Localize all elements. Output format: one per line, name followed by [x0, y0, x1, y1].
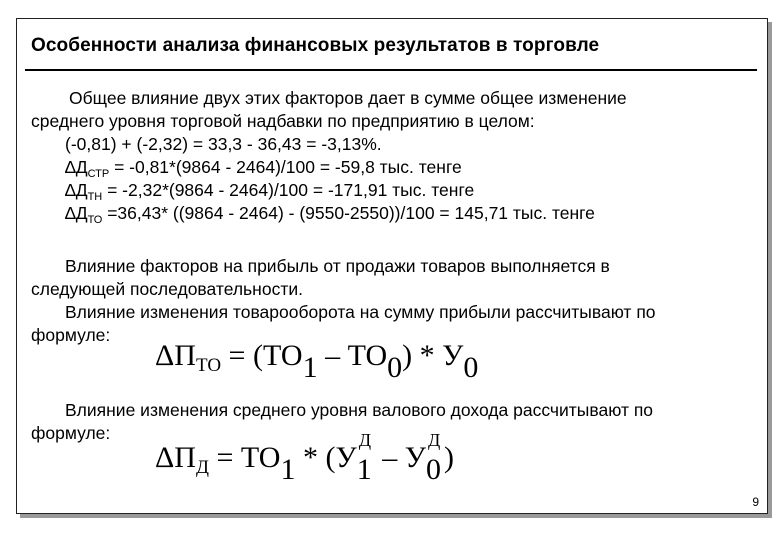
stacked-index-b [425, 430, 444, 486]
formula-term: = (ТО [221, 339, 303, 372]
formula-lhs: ΔП [155, 441, 196, 474]
formula-term: ) [443, 441, 454, 474]
formula-subscript: 0 [387, 351, 403, 384]
paragraph-3-line-1: Влияние изменения среднего уровня валового дохода рассчитывают по [65, 400, 654, 420]
page-number: 9 [752, 495, 759, 509]
calc-line-str [65, 156, 462, 178]
formula-subscript: 1 [302, 351, 318, 384]
subscript-to: ТО [87, 214, 103, 226]
paragraph-2-line-4: формуле: [31, 325, 111, 345]
formula-term: – У [374, 441, 426, 474]
formula-lhs-subscript: Д [195, 457, 209, 478]
paragraph-1-line-1: Общее влияние двух этих факторов дает в сумме общее изменение [69, 88, 627, 108]
formula-profit-turnover [155, 339, 479, 384]
formula-subscript: 0 [463, 351, 479, 384]
formula-lhs: ΔП [155, 339, 196, 372]
formula-profit-gross-income [155, 430, 454, 486]
paragraph-2-line-3: Влияние изменения товарооборота на сумму прибыли рассчитывают по [65, 302, 656, 322]
subscript-str: СТР [87, 168, 110, 180]
formula-superscript: Д [427, 430, 441, 450]
paragraph-2-line-1: Влияние факторов на прибыль от продажи товаров выполняется в [65, 256, 610, 276]
formula-subscript: 0 [425, 453, 441, 486]
calc-str-expression: = -0,81*(9864 - 2464)/100 = -59,8 тыс. тенге [109, 157, 462, 177]
calc-to-expression: =36,43* ((9864 - 2464) - (9550-2550))/100 = 145,71 тыс. тенге [102, 203, 595, 223]
formula-subscript: 1 [280, 453, 296, 486]
formula-lhs-subscript: ТО [195, 355, 222, 376]
formula-term: – ТО [317, 339, 388, 372]
stacked-index-a [356, 430, 375, 486]
paragraph-2-line-2: следующей последовательности. [31, 279, 303, 299]
formula-superscript: Д [358, 430, 371, 450]
subscript-tn: ТН [87, 191, 103, 203]
formula-term: * (У [295, 441, 357, 474]
title-divider [25, 69, 757, 71]
calc-line-tn [65, 179, 474, 201]
delta-d-symbol: ∆Д [65, 203, 88, 223]
paragraph-1-line-2: среднего уровня торговой надбавки по предприятию в целом: [31, 111, 535, 131]
slide-frame [16, 18, 768, 514]
formula-term: ) * У [402, 339, 464, 372]
delta-d-symbol: ∆Д [65, 180, 88, 200]
calc-line-to [65, 202, 595, 224]
slide-title: Особенности анализа финансовых результатов в торговле [31, 35, 600, 56]
formula-subscript: 1 [356, 453, 372, 486]
paragraph-3-line-2: формуле: [31, 423, 111, 443]
formula-term: = ТО [208, 441, 281, 474]
delta-d-symbol: ∆Д [65, 157, 88, 177]
calc-line-total: (-0,81) + (-2,32) = 33,3 - 36,43 = -3,13%. [65, 134, 382, 154]
calc-tn-expression: = -2,32*(9864 - 2464)/100 = -171,91 тыс. тенге [102, 180, 475, 200]
